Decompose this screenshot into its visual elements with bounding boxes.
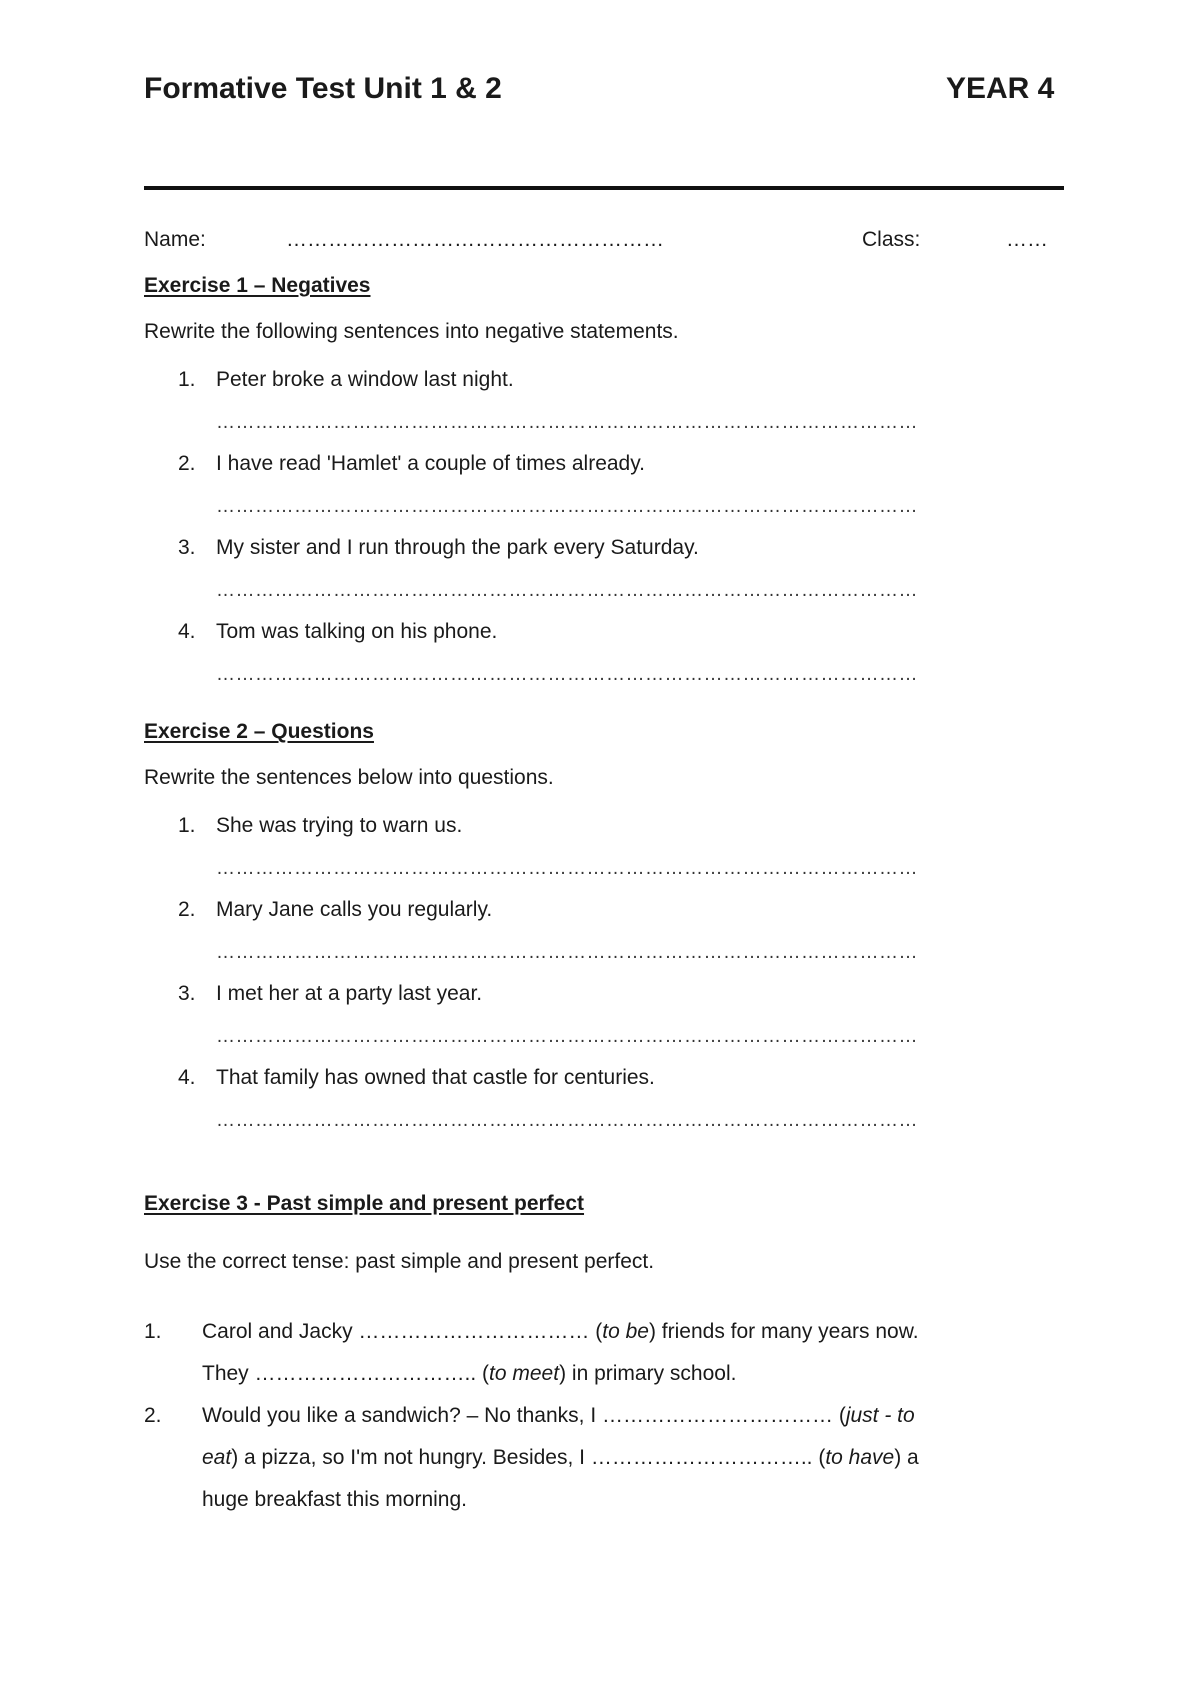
name-field[interactable]: ……………………………………………… — [286, 228, 664, 251]
exercise3-item1-number: 1. — [144, 1320, 162, 1343]
exercise2-heading: Exercise 2 – Questions — [144, 720, 374, 743]
exercise2-item2-number: 2. — [178, 898, 196, 921]
exercise3-item1-blank-a[interactable]: …………………………… — [358, 1320, 590, 1343]
exercise2-item4-text: That family has owned that castle for centuries. — [216, 1066, 655, 1089]
exercise3-item2-line2: eat) a pizza, so I'm not hungry. Besides, I ………………………….. (to have) a — [202, 1446, 919, 1469]
exercise1-item2-text: I have read 'Hamlet' a couple of times already. — [216, 452, 646, 475]
exercise1-item3-number: 3. — [178, 536, 196, 559]
exercise2-instruction: Rewrite the sentences below into questions. — [144, 766, 554, 789]
exercise2-item3-answer[interactable]: ……………………………………………………………………………………………… — [216, 1026, 918, 1047]
exercise3-item1-hint-b: to meet — [489, 1362, 560, 1385]
year-label: YEAR 4 — [946, 72, 1055, 105]
exercise1-item3-answer[interactable]: ……………………………………………………………………………………………… — [216, 580, 918, 601]
class-label: Class: — [862, 228, 921, 251]
exercise1-item3-text: My sister and I run through the park every Saturday. — [216, 536, 699, 559]
exercise2-item1-text: She was trying to warn us. — [216, 814, 463, 837]
exercise2-item4-number: 4. — [178, 1066, 196, 1089]
exercise3-item2-blank-a[interactable]: …………………………… — [602, 1404, 833, 1427]
page-title: Formative Test Unit 1 & 2 — [144, 72, 502, 105]
class-field[interactable]: …… — [1006, 228, 1048, 251]
exercise1-item1-number: 1. — [178, 368, 196, 391]
exercise1-item4-text: Tom was talking on his phone. — [216, 620, 498, 643]
exercise2-item4-answer[interactable]: ……………………………………………………………………………………………… — [216, 1110, 918, 1131]
exercise2-item1-answer[interactable]: ……………………………………………………………………………………………… — [216, 858, 918, 879]
exercise3-item2-number: 2. — [144, 1404, 162, 1427]
exercise3-item2-hint-b: to have — [825, 1446, 895, 1469]
exercise1-item4-number: 4. — [178, 620, 196, 643]
exercise3-instruction: Use the correct tense: past simple and present perfect. — [144, 1250, 655, 1273]
exercise1-item1-text: Peter broke a window last night. — [216, 368, 514, 391]
exercise3-item1-hint-a: to be — [602, 1320, 649, 1343]
header-divider — [144, 186, 1064, 190]
exercise3-item2-line3: huge breakfast this morning. — [202, 1488, 467, 1511]
exercise3-item2-hint-a1: just - to — [845, 1404, 915, 1427]
exercise3-item1-line2: They ………………………….. (to meet) in primary school. — [202, 1362, 737, 1385]
exercise1-item4-answer[interactable]: ……………………………………………………………………………………………… — [216, 664, 918, 685]
exercise3-item2-blank-b[interactable]: ………………………….. — [590, 1446, 813, 1469]
exercise3-item2-hint-a2: eat — [202, 1446, 232, 1469]
name-label: Name: — [144, 228, 206, 251]
exercise2-item1-number: 1. — [178, 814, 196, 837]
exercise1-heading: Exercise 1 – Negatives — [144, 274, 371, 297]
exercise3-item2-line1: Would you like a sandwich? – No thanks, I …………………………… (just - to — [202, 1404, 915, 1427]
exercise1-item2-answer[interactable]: ……………………………………………………………………………………………… — [216, 496, 918, 517]
exercise3-item1-blank-b[interactable]: ………………………….. — [254, 1362, 477, 1385]
exercise3-heading: Exercise 3 - Past simple and present perfect — [144, 1192, 585, 1215]
exercise2-item3-text: I met her at a party last year. — [216, 982, 483, 1005]
exercise3-item1-line1: Carol and Jacky …………………………… (to be) friends for many years now. — [202, 1320, 919, 1343]
exercise2-item3-number: 3. — [178, 982, 196, 1005]
exercise2-item2-text: Mary Jane calls you regularly. — [216, 898, 493, 921]
exercise1-instruction: Rewrite the following sentences into negative statements. — [144, 320, 679, 343]
exercise1-item2-number: 2. — [178, 452, 196, 475]
exercise1-item1-answer[interactable]: ……………………………………………………………………………………………… — [216, 412, 918, 433]
exercise2-item2-answer[interactable]: ……………………………………………………………………………………………… — [216, 942, 918, 963]
